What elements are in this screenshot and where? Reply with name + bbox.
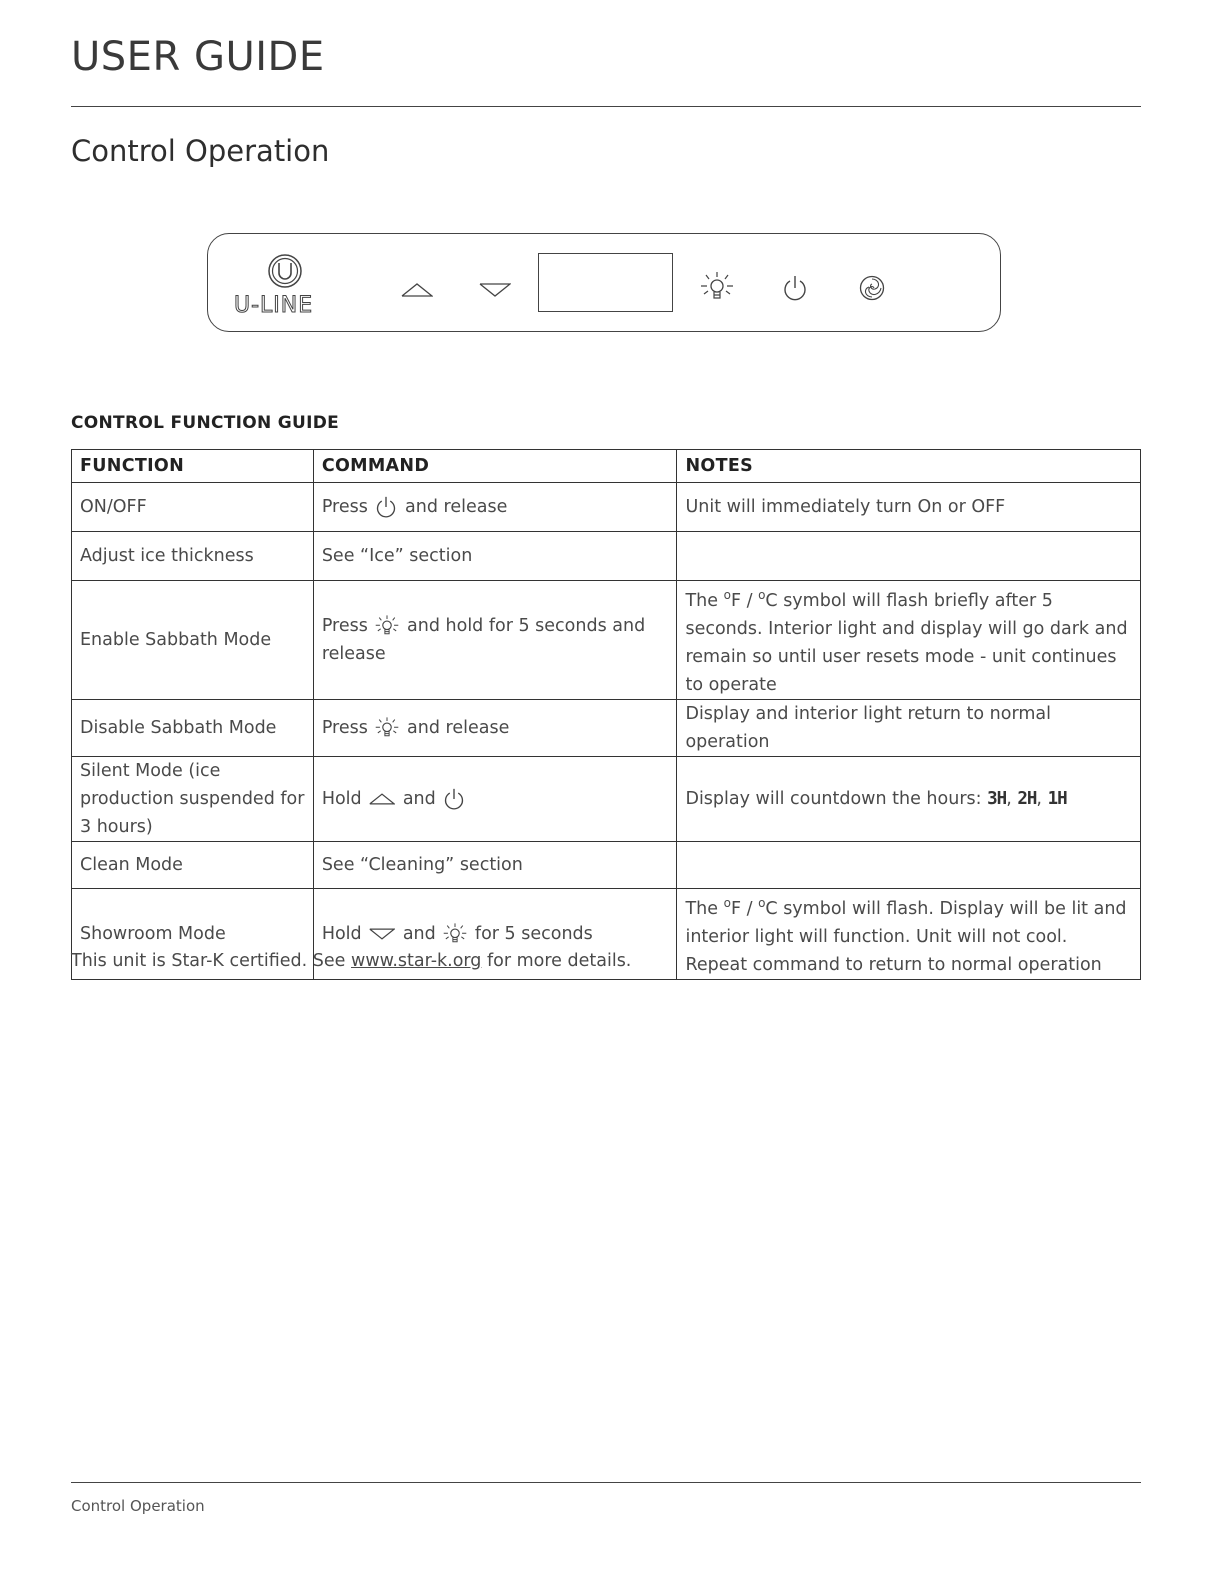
temperature-display [538,253,673,312]
note-text: This unit is Star-K certified. See [71,951,346,971]
control-function-table [71,449,1141,980]
up-arrow-icon [369,792,395,806]
svg-text:U-LINE: U-LINE [234,293,314,314]
command-cell: See “Cleaning” section [313,842,677,889]
column-header-function: FUNCTION [72,450,314,483]
command-action: and release [405,497,508,517]
function-cell: Disable Sabbath Mode [72,700,314,757]
function-cell: Enable Sabbath Mode [72,581,314,700]
section-title: Control Operation [71,134,330,168]
command-cell [313,581,677,700]
notes-cell [677,842,1141,889]
notes-text: F / [730,591,753,611]
notes-cell: Unit will immediately turn On or OFF [677,483,1141,532]
down-arrow-icon [479,282,511,298]
notes-cell [677,532,1141,581]
countdown-hour: 1H [1047,789,1067,809]
table-row [72,700,1141,757]
note-text: for more details. [486,951,632,971]
command-verb: Press [321,718,368,738]
control-panel-diagram [207,233,1001,332]
table-row [72,581,1141,700]
notes-text: The [685,591,719,611]
function-cell: Silent Mode (ice production suspended for 3 hours) [72,757,314,842]
command-verb: Hold [321,789,362,809]
light-icon [700,270,734,304]
footer-divider [71,1482,1141,1483]
table-row [72,842,1141,889]
degree-symbol: o [758,896,766,910]
uline-logo [232,252,342,314]
notes-cell [677,581,1141,700]
document-title: USER GUIDE [71,34,325,80]
notes-text: C symbol will flash. Display will be lit and interior light will function. Unit will not cool. Repeat command to return to normal operation [685,899,1127,975]
command-conjunction: and [402,924,436,944]
notes-cell: Display will countdown the hours: 3H, 2H, 1H [677,757,1141,842]
command-action: and hold for 5 seconds and release [321,616,646,664]
power-icon [443,787,465,811]
light-icon [375,716,399,740]
star-k-link[interactable]: www.star-k.org [351,951,482,971]
light-icon [443,922,467,946]
header-divider [71,106,1141,107]
notes-text: The [685,899,719,919]
guide-heading: CONTROL FUNCTION GUIDE [71,413,340,433]
notes-cell: Display and interior light return to normal operation [677,700,1141,757]
notes-text: C symbol will flash briefly after 5 seconds. Interior light and display will go dark and remain so until user resets mode - unit continues to operate [685,591,1128,695]
function-cell: Clean Mode [72,842,314,889]
function-cell: Adjust ice thickness [72,532,314,581]
ice-icon [859,275,885,301]
notes-cell [677,889,1141,980]
power-icon [375,495,397,519]
table-header-row [72,450,1141,483]
table-row [72,757,1141,842]
command-action: and release [407,718,510,738]
degree-symbol: o [723,896,731,910]
command-verb: Hold [321,924,362,944]
certification-note [71,951,631,971]
degree-symbol: o [723,588,731,602]
function-cell: ON/OFF [72,483,314,532]
command-cell [313,483,677,532]
command-cell [313,700,677,757]
column-header-notes: NOTES [677,450,1141,483]
notes-text: Display will countdown the hours: [685,789,982,809]
degree-symbol: o [758,588,766,602]
command-cell [313,757,677,842]
command-action: for 5 seconds [474,924,593,944]
command-verb: Press [321,497,368,517]
function-cell: Showroom Mode [72,889,314,980]
power-icon [782,274,808,302]
light-icon [375,614,399,638]
column-header-command: COMMAND [313,450,677,483]
table-row [72,532,1141,581]
countdown-hour: 3H [987,789,1007,809]
table-row [72,483,1141,532]
command-cell: See “Ice” section [313,532,677,581]
command-conjunction: and [402,789,436,809]
up-arrow-icon [401,282,433,298]
notes-text: F / [730,899,753,919]
down-arrow-icon [369,927,395,941]
command-verb: Press [321,616,368,636]
countdown-hour: 2H [1017,789,1037,809]
page-footer-label: Control Operation [71,1497,205,1515]
